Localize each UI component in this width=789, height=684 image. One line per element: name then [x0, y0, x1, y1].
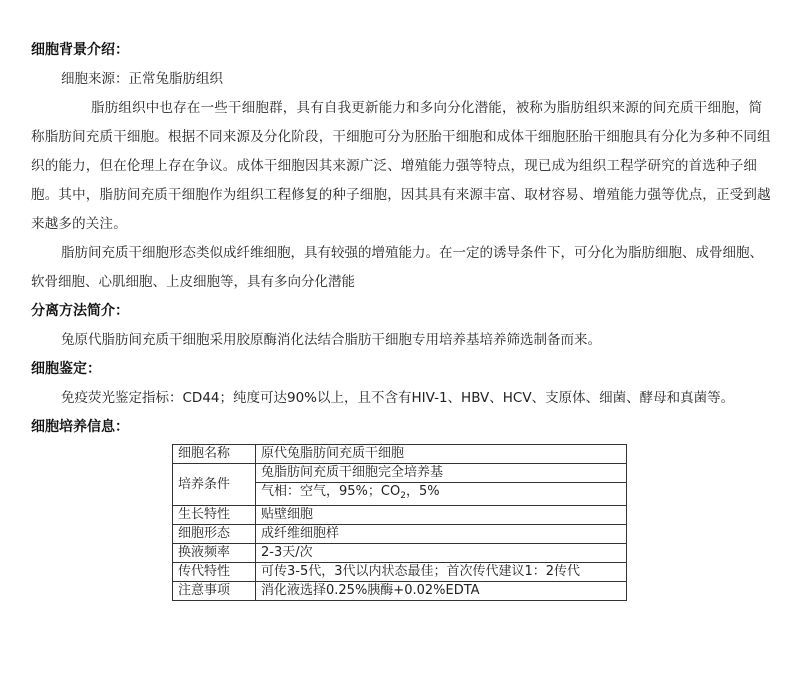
identification-text: 免疫荧光鉴定指标：CD44；纯度可达90%以上，且不含有HIV-1、HBV、HCV、支原体、细菌、酵母和真菌等。 [61, 390, 735, 406]
table-row [173, 544, 627, 563]
table-key-cell: 换液频率 [173, 544, 256, 563]
table-key-cell: 培养条件 [173, 464, 256, 506]
background-heading: 细胞背景介绍： [31, 42, 129, 58]
table-row [173, 464, 627, 483]
background-paragraph-2: 脂肪间充质干细胞形态类似成纤维细胞，具有较强的增殖能力。在一定的诱导条件下，可分化为脂肪细胞、成骨细胞、软骨细胞、心肌细胞、上皮细胞等，具有多向分化潜能 [31, 245, 763, 290]
isolation-heading: 分离方法简介： [31, 303, 129, 319]
table-value-cell: 成纤维细胞样 [256, 525, 627, 544]
gas-phase-suffix: ，5% [405, 484, 440, 499]
table-value-cell: 可传3-5代，3代以内状态最佳；首次传代建议1：2传代 [256, 563, 627, 582]
co2-subscript: 2 [400, 491, 406, 501]
table-value-cell: 原代兔脂肪间充质干细胞 [256, 445, 627, 464]
cell-source-line: 细胞来源：正常兔脂肪组织 [61, 71, 223, 87]
table-key-cell: 注意事项 [173, 582, 256, 601]
culture-heading: 细胞培养信息： [31, 419, 129, 435]
table-key-cell: 生长特性 [173, 506, 256, 525]
table-row [173, 445, 627, 464]
table-value-cell: 2-3天/次 [256, 544, 627, 563]
isolation-text: 兔原代脂肪间充质干细胞采用胶原酶消化法结合脂肪干细胞专用培养基培养筛选制备而来。 [61, 332, 601, 348]
identification-heading: 细胞鉴定： [31, 361, 101, 377]
table-key-cell: 传代特性 [173, 563, 256, 582]
table-row [173, 525, 627, 544]
table-value-cell: 贴壁细胞 [256, 506, 627, 525]
cell-info-content [31, 36, 771, 601]
table-row [173, 582, 627, 601]
table-value-cell: 消化液选择0.25%胰酶+0.02%EDTA [256, 582, 627, 601]
table-key-cell: 细胞形态 [173, 525, 256, 544]
table-value-cell: 兔脂肪间充质干细胞完全培养基 [256, 464, 627, 483]
gas-phase-text: 气相：空气，95%；CO [261, 484, 401, 499]
culture-info-table [172, 444, 627, 601]
background-paragraph-1: 脂肪组织中也存在一些干细胞群，具有自我更新能力和多向分化潜能，被称为脂肪组织来源的间充质干细胞，简称脂肪间充质干细胞。根据不同来源及分化阶段，干细胞可分为胚胎干细胞和成体干细胞胚胎干细胞具有分化为多种不同组织的能力，但在伦理上存在争议。成体干细胞因其来源广泛、增殖能力强等特点，现已成为组织工程学研究的首选种子细胞。其中，脂肪间充质干细胞作为组织工程修复的种子细胞，因其具有来源丰富、取材容易、增殖能力强等优点，正受到越来越多的关注。 [31, 100, 771, 232]
table-row [173, 506, 627, 525]
table-value-cell [256, 483, 627, 506]
table-key-cell: 细胞名称 [173, 445, 256, 464]
table-row [173, 563, 627, 582]
